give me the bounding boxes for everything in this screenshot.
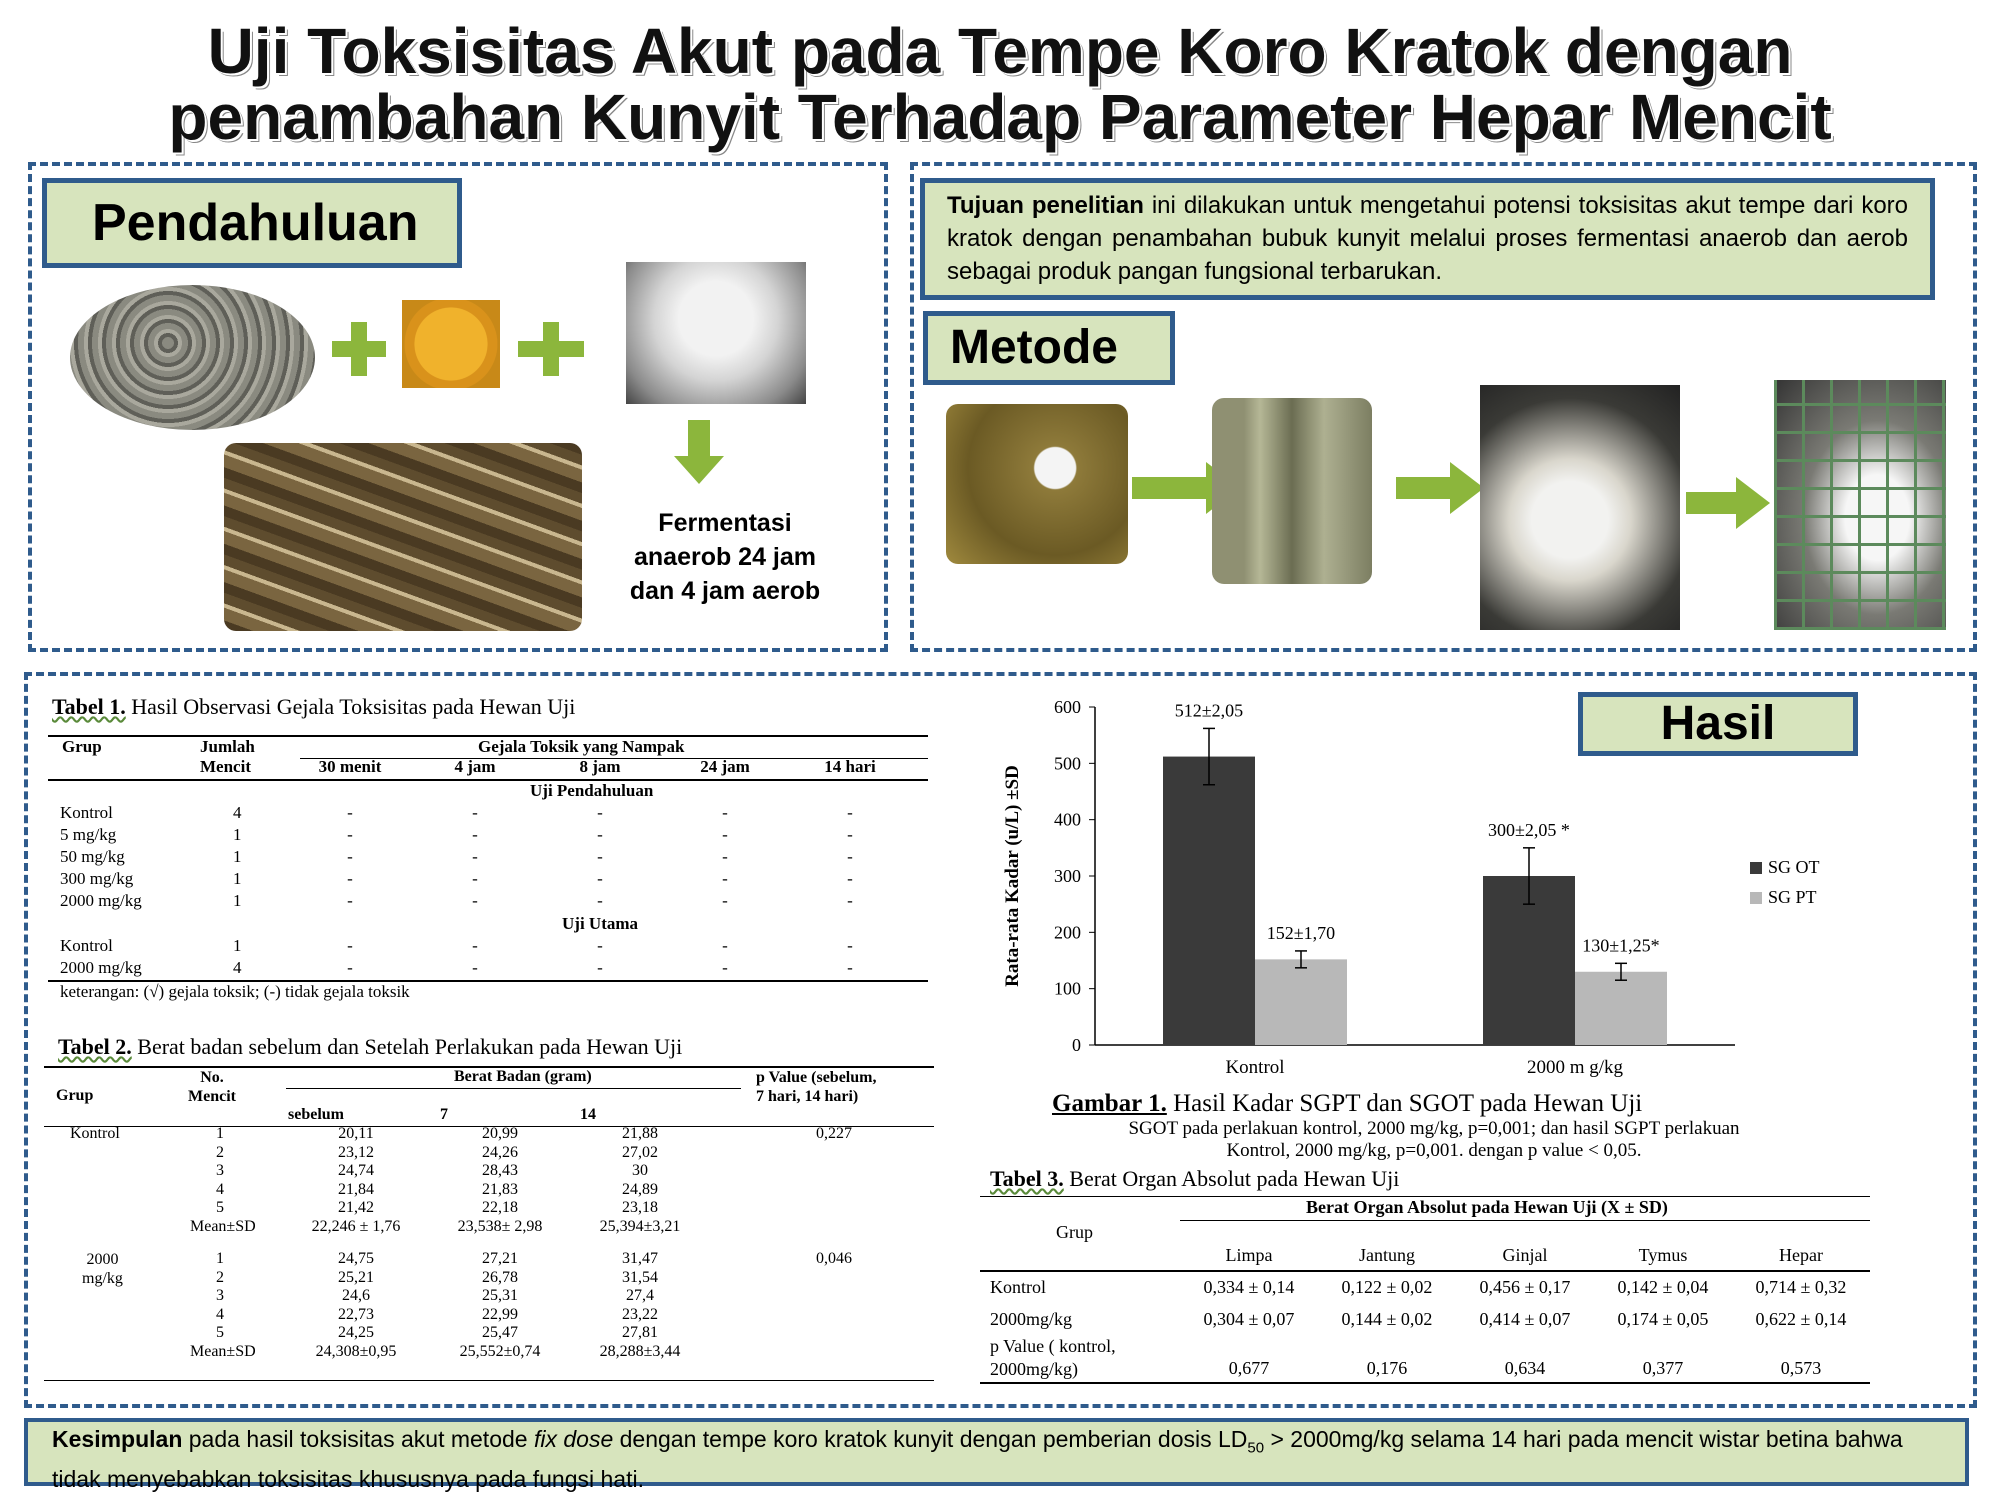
tabel2-cell: 22,246 ± 1,76: [311, 1217, 401, 1235]
tabel2-cell: 4: [216, 1180, 224, 1198]
tabel1-row-dash: -: [847, 891, 853, 910]
tabel1-col-time: 4 jam: [454, 757, 496, 776]
tabel2-caption: [58, 1034, 682, 1060]
tabel2-group2-name-1: 2000: [86, 1251, 119, 1268]
y-tick-label: 400: [1054, 809, 1081, 830]
tabel2-cell: 30: [632, 1162, 648, 1179]
gambar1-caption: [1052, 1090, 1642, 1118]
tabel2-col-p-2: 7 hari, 14 hari): [756, 1088, 859, 1105]
tabel3-col-organ: Hepar: [1779, 1245, 1823, 1265]
tabel2-cell: 25,394±3,21: [599, 1217, 681, 1235]
y-tick-label: 300: [1054, 866, 1081, 886]
tabel1-row-dash: -: [847, 825, 853, 844]
tabel1-row-dash: -: [347, 847, 353, 866]
tabel1-keterangan: keterangan: (√) gejala toksik; (-) tidak gejala toksik: [60, 982, 410, 1001]
gambar1-label: Gambar 1.: [1052, 1090, 1167, 1117]
y-tick-label: 600: [1054, 697, 1081, 717]
tabel3-col-head: Berat Organ Absolut pada Hewan Uji (X ± SD): [1306, 1197, 1668, 1217]
right-arrow-icon: [1132, 477, 1210, 499]
tabel1-col-jumlah-2: Mencit: [200, 757, 251, 776]
kesimpulan-sub: 50: [1247, 1439, 1265, 1457]
tabel2-col-berat: Berat Badan (gram): [454, 1068, 592, 1085]
tabel2-cell: 27,21: [482, 1250, 518, 1267]
tabel1-row-dash: -: [847, 847, 853, 866]
tabel2-group2-p: 0,046: [816, 1250, 852, 1267]
tabel1-row-grup: 5 mg/kg: [60, 825, 117, 844]
tabel2-cell: 23,538± 2,98: [457, 1217, 543, 1235]
tabel2-cell: 3: [216, 1287, 224, 1304]
tabel3-p-label: [990, 1335, 1116, 1381]
tabel2-cell: 24,26: [482, 1143, 518, 1161]
tabel2-cell: 24,89: [622, 1180, 658, 1198]
legend-label: SG PT: [1768, 887, 1817, 907]
tabel2-cell: 20,11: [338, 1125, 374, 1142]
tabel2-cell: 26,78: [482, 1268, 518, 1286]
tabel2-cell: 1: [216, 1125, 224, 1142]
tabel3-cell: 0,174 ± 0,05: [1617, 1309, 1709, 1329]
tabel1-col-time: 14 hari: [824, 757, 876, 776]
y-axis-label: Rata-rata Kadar (u/L) ±SD: [1002, 765, 1023, 987]
legend-swatch: [1750, 892, 1762, 904]
tabel2-col-no-2: Mencit: [188, 1088, 236, 1105]
pendahuluan-heading: Pendahuluan: [42, 178, 462, 268]
tabel2-group1-name: Kontrol: [70, 1125, 120, 1142]
tabel2-cell: 23,12: [338, 1143, 374, 1161]
tabel2-cell: 3: [216, 1162, 224, 1179]
tujuan-text: ini dilakukan untuk mengetahui potensi toksisitas akut tempe dari koro kratok dengan penambahan bubuk kunyit melalui proses fermentasi anaerob dan aerob sebagai produk pangan fungsional terbarukan.: [947, 192, 1909, 285]
tabel3-p-value: 0,176: [1366, 1358, 1408, 1378]
tabel2-cell: 31,54: [622, 1268, 658, 1286]
x-tick-label: 2000 m g/kg: [1526, 1057, 1624, 1078]
tabel2-cell: 2: [216, 1143, 224, 1161]
legend-label: SG OT: [1768, 857, 1820, 877]
kesimpulan-bold: Kesimpulan: [52, 1426, 183, 1452]
x-tick-label: Kontrol: [1225, 1057, 1285, 1078]
tabel1-row-grup: 2000 mg/kg: [60, 891, 142, 910]
tabel2-cell: 25,21: [338, 1268, 374, 1286]
kesimpulan-t1: pada hasil toksisitas akut metode: [182, 1426, 534, 1452]
tabel2-cell: 24,75: [338, 1250, 374, 1267]
tabel1-row-dash: -: [722, 847, 728, 866]
tabel2-label: Tabel 2.: [58, 1034, 132, 1059]
kesimpulan-t2: dengan tempe koro kratok kunyit dengan pemberian dosis LD: [613, 1426, 1248, 1452]
tabel2-cell: 22,18: [482, 1199, 518, 1216]
tabel2-cell: 5: [216, 1324, 224, 1341]
tabel1-row-dash: -: [847, 803, 853, 822]
tabel2-group1-p: 0,227: [816, 1125, 852, 1142]
right-arrow-icon: [1396, 477, 1454, 499]
koro-seeds-image: [70, 285, 315, 430]
tabel1-row-dash: -: [472, 825, 478, 844]
tabel2-cell: 24,6: [342, 1287, 370, 1304]
data-label: 130±1,25*: [1582, 935, 1660, 956]
tabel3-cell: 0,142 ± 0,04: [1617, 1277, 1709, 1297]
tabel1-col-time: 8 jam: [579, 757, 621, 776]
tabel1-col-gejala: Gejala Toksik yang Nampak: [478, 737, 685, 756]
tabel2-col-p: [756, 1068, 876, 1106]
tabel1-col-jumlah: [200, 737, 255, 777]
tabel3-p-value: 0,573: [1780, 1358, 1822, 1378]
tabel1-row-dash: -: [847, 869, 853, 888]
bar-sgpt: [1255, 959, 1347, 1045]
tabel2-cell: 23,18: [622, 1199, 658, 1216]
hasil-heading: Hasil: [1578, 692, 1858, 756]
tabel1-row-dash: -: [472, 891, 478, 910]
tabel3-caption-text: Berat Organ Absolut pada Hewan Uji: [1063, 1166, 1400, 1191]
tabel2-cell: 27,81: [622, 1324, 658, 1341]
tabel1-row-n: 4: [233, 803, 242, 822]
tabel3-sub-rule: [1180, 1220, 1870, 1221]
tabel1-row-dash: -: [722, 891, 728, 910]
data-label: 512±2,05: [1174, 700, 1244, 721]
poster-title-line1: Uji Toksisitas Akut pada Tempe Koro Kratok dengan: [207, 15, 1793, 87]
tabel1-row-dash: -: [347, 869, 353, 888]
tabel2-cell: 21,84: [338, 1180, 374, 1198]
tabel2-cell: 24,308±0,95: [315, 1342, 397, 1360]
tabel1-col-time: 30 menit: [318, 757, 382, 776]
tabel3-cell: 0,122 ± 0,02: [1341, 1277, 1433, 1297]
tabel1-row-dash: -: [472, 958, 478, 977]
tabel1-row-dash: -: [597, 958, 603, 977]
tabel1-row-dash: -: [847, 936, 853, 955]
tabel1-row-dash: -: [472, 803, 478, 822]
kesimpulan-t3: > 2000mg/kg selama 14 hari pada mencit wistar betina bahwa tidak menyebabkan toksisitas khususnya pada fungsi hati.: [52, 1426, 1903, 1492]
y-tick-label: 0: [1072, 1035, 1081, 1055]
tabel1-row-dash: -: [597, 936, 603, 955]
tabel1-row-dash: -: [472, 936, 478, 955]
tabel1-row-grup: Kontrol: [60, 936, 113, 955]
down-arrow-head-icon: [674, 456, 724, 484]
tabel1-row-grup: 2000 mg/kg: [60, 958, 142, 977]
gambar1-caption-text: Hasil Kadar SGPT dan SGOT pada Hewan Uji: [1166, 1090, 1643, 1117]
tabel1-row-dash: -: [347, 803, 353, 822]
tabel3-col-grup: Grup: [1056, 1222, 1093, 1242]
tabel3-head-rule: [980, 1270, 1870, 1272]
tabel2-sub-14: 14: [580, 1106, 596, 1123]
tabel3-row-grup: Kontrol: [990, 1277, 1046, 1297]
tabel1-row-dash: -: [347, 936, 353, 955]
tabel2-cell: 5: [216, 1199, 224, 1216]
tabel3-cell: 0,144 ± 0,02: [1341, 1309, 1433, 1329]
tujuan-box: [920, 178, 1935, 300]
tabel2-caption-text: Berat badan sebelum dan Setelah Perlakukan pada Hewan Uji: [131, 1034, 683, 1059]
tabel1-row-n: 1: [233, 825, 242, 844]
tabel1-row-dash: -: [597, 803, 603, 822]
tabel1-row-n: 1: [233, 869, 242, 888]
right-arrow-head-icon: [1736, 477, 1770, 529]
tabel2-cell: 24,74: [338, 1162, 374, 1179]
tabel2-cell: Mean±SD: [190, 1217, 256, 1235]
tabel3-p-label-2: 2000mg/kg): [990, 1359, 1078, 1379]
tabel1-row-dash: -: [722, 936, 728, 955]
y-tick-label: 100: [1054, 978, 1081, 999]
tabel3-bottom-rule: [980, 1382, 1870, 1384]
sgot-sgpt-bar-chart: [990, 690, 1870, 1090]
down-arrow-icon: [688, 420, 710, 458]
tabel1-row-grup: 50 mg/kg: [60, 847, 125, 866]
tabel3-cell: 0,714 ± 0,32: [1755, 1277, 1847, 1297]
tabel2-cell: 25,552±0,74: [459, 1342, 541, 1360]
kesimpulan-box: [24, 1418, 1969, 1492]
tabel2-cell: 25,31: [482, 1287, 518, 1304]
oral-gavage-mouse-image: [1480, 385, 1680, 630]
tabel2-cell: 22,73: [338, 1305, 374, 1323]
tabel1-row-dash: -: [722, 803, 728, 822]
tabel3-col-organ: Tymus: [1638, 1245, 1688, 1265]
tempe-image: [224, 443, 582, 631]
tabel3-col-organ: Limpa: [1225, 1245, 1273, 1265]
grinding-mortar-image: [946, 404, 1128, 564]
tabel2-cell: 25,47: [482, 1324, 518, 1341]
tabel2-sub-sebelum: sebelum: [288, 1106, 344, 1123]
tabel1-row-dash: -: [722, 958, 728, 977]
tabel2-cell: 28,43: [482, 1162, 518, 1179]
tabel1-row-dash: -: [347, 891, 353, 910]
mold-culture-image: [626, 262, 806, 404]
tabel2-cell: 24,25: [338, 1324, 374, 1341]
tabel3-cell: 0,334 ± 0,14: [1203, 1277, 1295, 1297]
sample-tubes-image: [1212, 398, 1372, 584]
tabel3-p-value: 0,377: [1642, 1358, 1684, 1378]
tabel2-cell: Mean±SD: [190, 1342, 256, 1360]
tabel1-col-jumlah-1: Jumlah: [200, 737, 255, 756]
tabel1-row-dash: -: [347, 825, 353, 844]
tabel3-p-value: 0,634: [1504, 1358, 1546, 1378]
tabel2-cell: 21,42: [338, 1199, 374, 1216]
tabel1-caption-text: Hasil Observasi Gejala Toksisitas pada Hewan Uji: [125, 694, 576, 719]
tabel2-col-no-1: No.: [200, 1069, 224, 1086]
legend-swatch: [1750, 862, 1762, 874]
tabel3-cell: 0,622 ± 0,14: [1755, 1309, 1847, 1329]
tabel3-cell: 0,456 ± 0,17: [1479, 1277, 1571, 1297]
tabel3-label: Tabel 3.: [990, 1166, 1064, 1191]
right-arrow-head-icon: [1450, 462, 1484, 514]
tabel1-section-pendahuluan: Uji Pendahuluan: [530, 781, 654, 800]
tabel1-label: Tabel 1.: [52, 694, 126, 719]
tabel1-row-grup: Kontrol: [60, 803, 113, 822]
tabel3-caption: [990, 1166, 1399, 1192]
tabel3-cell: 0,304 ± 0,07: [1203, 1309, 1295, 1329]
plus-icon: [518, 322, 584, 376]
tabel2-cell: 23,22: [622, 1305, 658, 1323]
tabel1-row-n: 4: [233, 958, 242, 977]
tabel2-cell: 21,83: [482, 1180, 518, 1198]
tabel1-col-grup: Grup: [62, 737, 102, 756]
bar-sgpt: [1575, 972, 1667, 1045]
bar-sgot: [1163, 757, 1255, 1045]
tabel1-caption: [52, 694, 575, 720]
tabel2-col-no: [188, 1068, 236, 1106]
poster-title-line2: penambahan Kunyit Terhadap Parameter Hepar Mencit: [168, 81, 1832, 153]
tabel1-row-dash: -: [722, 825, 728, 844]
tabel2-cell: 27,4: [626, 1287, 654, 1304]
tabel2-cell: 31,47: [622, 1250, 658, 1267]
tabel3-row-grup: 2000mg/kg: [990, 1309, 1073, 1329]
fermentasi-label: [600, 506, 850, 608]
tabel3-col-organ: Ginjal: [1502, 1245, 1548, 1265]
tabel1-row-dash: -: [597, 869, 603, 888]
tabel1-row-dash: -: [722, 869, 728, 888]
tabel1-row-dash: -: [597, 891, 603, 910]
metode-heading: Metode: [923, 311, 1175, 385]
gambar1-note1: SGOT pada perlakuan kontrol, 2000 mg/kg, p=0,001; dan hasil SGPT perlakuan: [1128, 1118, 1740, 1139]
turmeric-powder-image: [402, 300, 500, 388]
tabel2-group2-name-2: mg/kg: [82, 1270, 123, 1287]
tabel1-head-rule: [48, 779, 928, 781]
tabel2-cell: 27,02: [622, 1143, 658, 1161]
caged-mouse-image: [1774, 380, 1946, 630]
gambar1-notes: [1004, 1118, 1864, 1162]
tabel1-row-dash: -: [472, 847, 478, 866]
fermentasi-line2: anaerob 24 jam: [633, 543, 817, 571]
fermentasi-line3: dan 4 jam aerob: [629, 577, 821, 605]
tabel2-cell: 22,99: [482, 1305, 518, 1323]
tabel2-sub-7: 7: [440, 1106, 448, 1123]
y-tick-label: 200: [1054, 922, 1081, 943]
tabel2-cell: 20,99: [482, 1125, 518, 1142]
tabel1-col-time: 24 jam: [700, 757, 750, 776]
y-tick-label: 500: [1054, 753, 1081, 774]
tabel1-row-n: 1: [233, 891, 242, 910]
tabel2-bottom-rule: [44, 1380, 934, 1381]
data-label: 300±2,05 *: [1488, 819, 1570, 840]
tabel1-row-grup: 300 mg/kg: [60, 869, 134, 888]
tabel2-cell: 4: [216, 1305, 224, 1323]
tabel3-col-organ: Jantung: [1359, 1245, 1415, 1265]
tabel3-p-value: 0,677: [1228, 1358, 1270, 1378]
kesimpulan-italic: fix dose: [533, 1426, 614, 1452]
tabel2-cell: 28,288±3,44: [599, 1342, 681, 1360]
tabel2-sub-rule: [286, 1088, 741, 1089]
tabel1-row-n: 1: [233, 847, 242, 866]
tabel3-p-label-1: p Value ( kontrol,: [990, 1336, 1116, 1356]
tabel1-row-dash: -: [847, 958, 853, 977]
data-label: 152±1,70: [1266, 922, 1336, 943]
gambar1-note2: Kontrol, 2000 mg/kg, p=0,001. dengan p value < 0,05.: [1226, 1140, 1642, 1161]
tabel2-col-grup: Grup: [56, 1087, 94, 1104]
tabel2-col-p-1: p Value (sebelum,: [756, 1069, 877, 1086]
tabel1-row-dash: -: [347, 958, 353, 977]
right-arrow-icon: [1686, 492, 1740, 514]
tabel1-row-dash: -: [597, 825, 603, 844]
tabel2-cell: 21,88: [622, 1125, 658, 1142]
tabel2-cell: 1: [216, 1250, 224, 1267]
fermentasi-line1: Fermentasi: [658, 509, 792, 537]
tabel1-row-dash: -: [597, 847, 603, 866]
tujuan-bold: Tujuan penelitian: [947, 192, 1144, 219]
tabel2-group2-name: [82, 1250, 123, 1288]
plus-icon: [332, 322, 386, 376]
tabel3-cell: 0,414 ± 0,07: [1479, 1309, 1571, 1329]
tabel1-section-utama: Uji Utama: [562, 914, 639, 933]
tabel1-row-dash: -: [472, 869, 478, 888]
tabel2-cell: 2: [216, 1268, 224, 1286]
tabel1-row-n: 1: [233, 936, 242, 955]
